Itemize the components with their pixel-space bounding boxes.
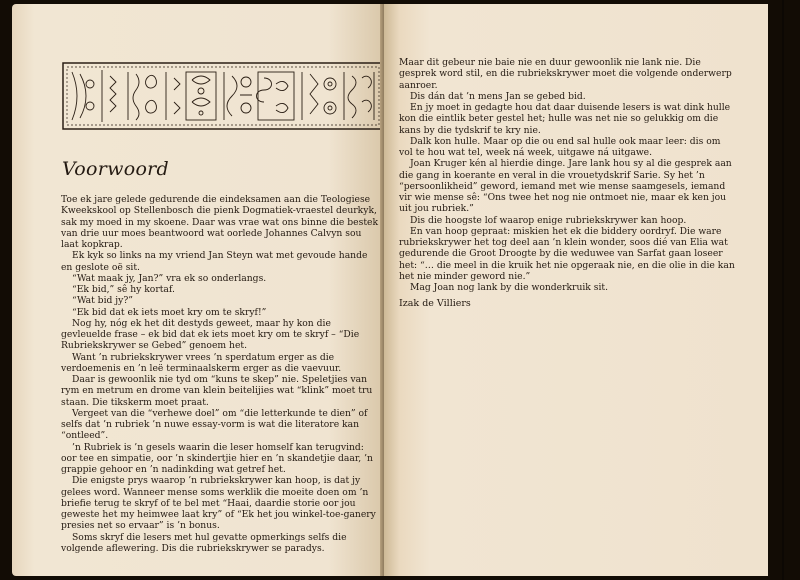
paragraph: Die enigste prys waarop ’n rubriekskrywer kan hoop, is dat jy gelees word. Wanneer mense soms werklik die moeite doen om ’n briefie terug te skryf of te bel met “Haai, daardie storie oor jou geweste het my heimwee laat kry” of “Ek het jou winkel-toe-ganery presies net so ervaar” is ’n bonus.: [61, 475, 376, 532]
paragraph: Joan Kruger kén al hierdie dinge. Jare lank hou sy al die gesprek aan die gang in koerante en veral in die vrouetydskrif Sarie. Sy het ’n “persoonlikheid” geword, iemand met wie mense saamgesels, iemand vir wie mense sê: “Ons twee het nog nie ontmoet nie, maar ek ken jou uit jou rubriek.”: [399, 158, 732, 215]
paragraph: Ek kyk so links na my vriend Jan Steyn wat met gevoude hande en geslote oë sit.: [61, 250, 368, 273]
paragraph: Dis dán dat ’n mens Jan se gebed bid.: [410, 90, 586, 102]
right-page-body: [399, 57, 737, 293]
background-edge: [782, 0, 784, 580]
page-title: Voorwoord: [62, 158, 170, 180]
floral-embroidery-band-icon: [62, 62, 384, 130]
paragraph: En jy moet in gedagte hou dat daar duisende lesers is wat dink hulle kon die eintlik beter gestel het; hulle was net nie so gelukkig om die kans by die tydskrif te kry nie.: [399, 102, 731, 136]
paragraph: “Ek bid,” sê hy kortaf.: [72, 284, 175, 295]
paragraph: ’n Rubriek is ’n gesels waarin die leser homself kan terugvind: oor tee en simpatie, oor ’n skindertjie hier en ’n skandetjie daar, ’n grappie gehoor en ’n nadinkding wat getref het.: [61, 441, 373, 475]
left-page-body: [61, 194, 379, 554]
paragraph: Mag Joan nog lank by die wonderkruik sit.: [410, 282, 609, 293]
paragraph: Vergeet van die “verhewe doel” om “die letterkunde te dien” of selfs dat ’n rubriek ’n nuwe essay-vorm is wat die literatore kan “ontleed”.: [61, 407, 368, 442]
paragraph: Maar dit gebeur nie baie nie en duur gewoonlik nie lank nie. Die gesprek word stil, en die rubriekskrywer moet die volgende onderwerp aanroer.: [399, 57, 732, 91]
paragraph: “Wat bid jy?”: [72, 295, 133, 307]
author-signature: Izak de Villiers: [399, 298, 471, 309]
paragraph: Nog hy, nóg ek het dit destyds geweet, maar hy kon die gevleuelde frase – ek bid dat ek iets moet kry om te skryf – “Die Rubriekskrywer se Gebed” genoem het.: [61, 317, 360, 352]
paragraph: En van hoop gepraat: miskien het ek die biddery oordryf. Die ware rubriekskrywer het tog deel aan ’n klein wonder, soos dié van Elia wat gedurende die Groot Droogte by die weduwee van Sarfat gaan loseer het: “… die meel in die kruik het nie opgeraak nie, en die olie in die kan het nie minder geword nie.”: [399, 225, 735, 282]
paragraph: Dis die hoogste lof waarop enige rubriekskrywer kan hoop.: [410, 214, 687, 226]
paragraph: Dalk kon hulle. Maar op die ou end sal hulle ook maar leer: dis om vol te hou wat tel, week ná week, uitgawe ná uitgawe.: [399, 135, 721, 158]
paragraph: “Ek bid dat ek iets moet kry om te skryf!”: [72, 306, 267, 318]
paragraph: Daar is gewoonlik nie tyd om “kuns te skep” nie. Speletjies van rym en metrum en drome van klein beitelijies wat “klink” moet tru staan. Die tikskerm moet praat.: [61, 374, 373, 408]
paragraph: “Wat maak jy, Jan?” vra ek so onderlangs.: [72, 272, 267, 284]
right-page: [384, 4, 768, 576]
paragraph: Soms skryf die lesers met hul gevatte opmerkings selfs die volgende aflewering. Dis die rubriekskrywer se paradys.: [61, 531, 347, 554]
paragraph: Toe ek jare gelede gedurende die eindeksamen aan die Teologiese Kweekskool op Stellenbosch die pienk Dogmatiek-vraestel deurkyk, sak my moed in my skoene. Daar was vrae wat ons binne die bestek van drie uur moes beantwoord wat oorlede Johannes Calvyn sou laat kopkrap.: [61, 194, 379, 250]
paragraph: Want ’n rubriekskrywer vrees ’n sperdatum erger as die verdoemenis en ’n leë terminaalskerm erger as die vaevuur.: [61, 351, 342, 374]
left-page: [12, 4, 384, 576]
